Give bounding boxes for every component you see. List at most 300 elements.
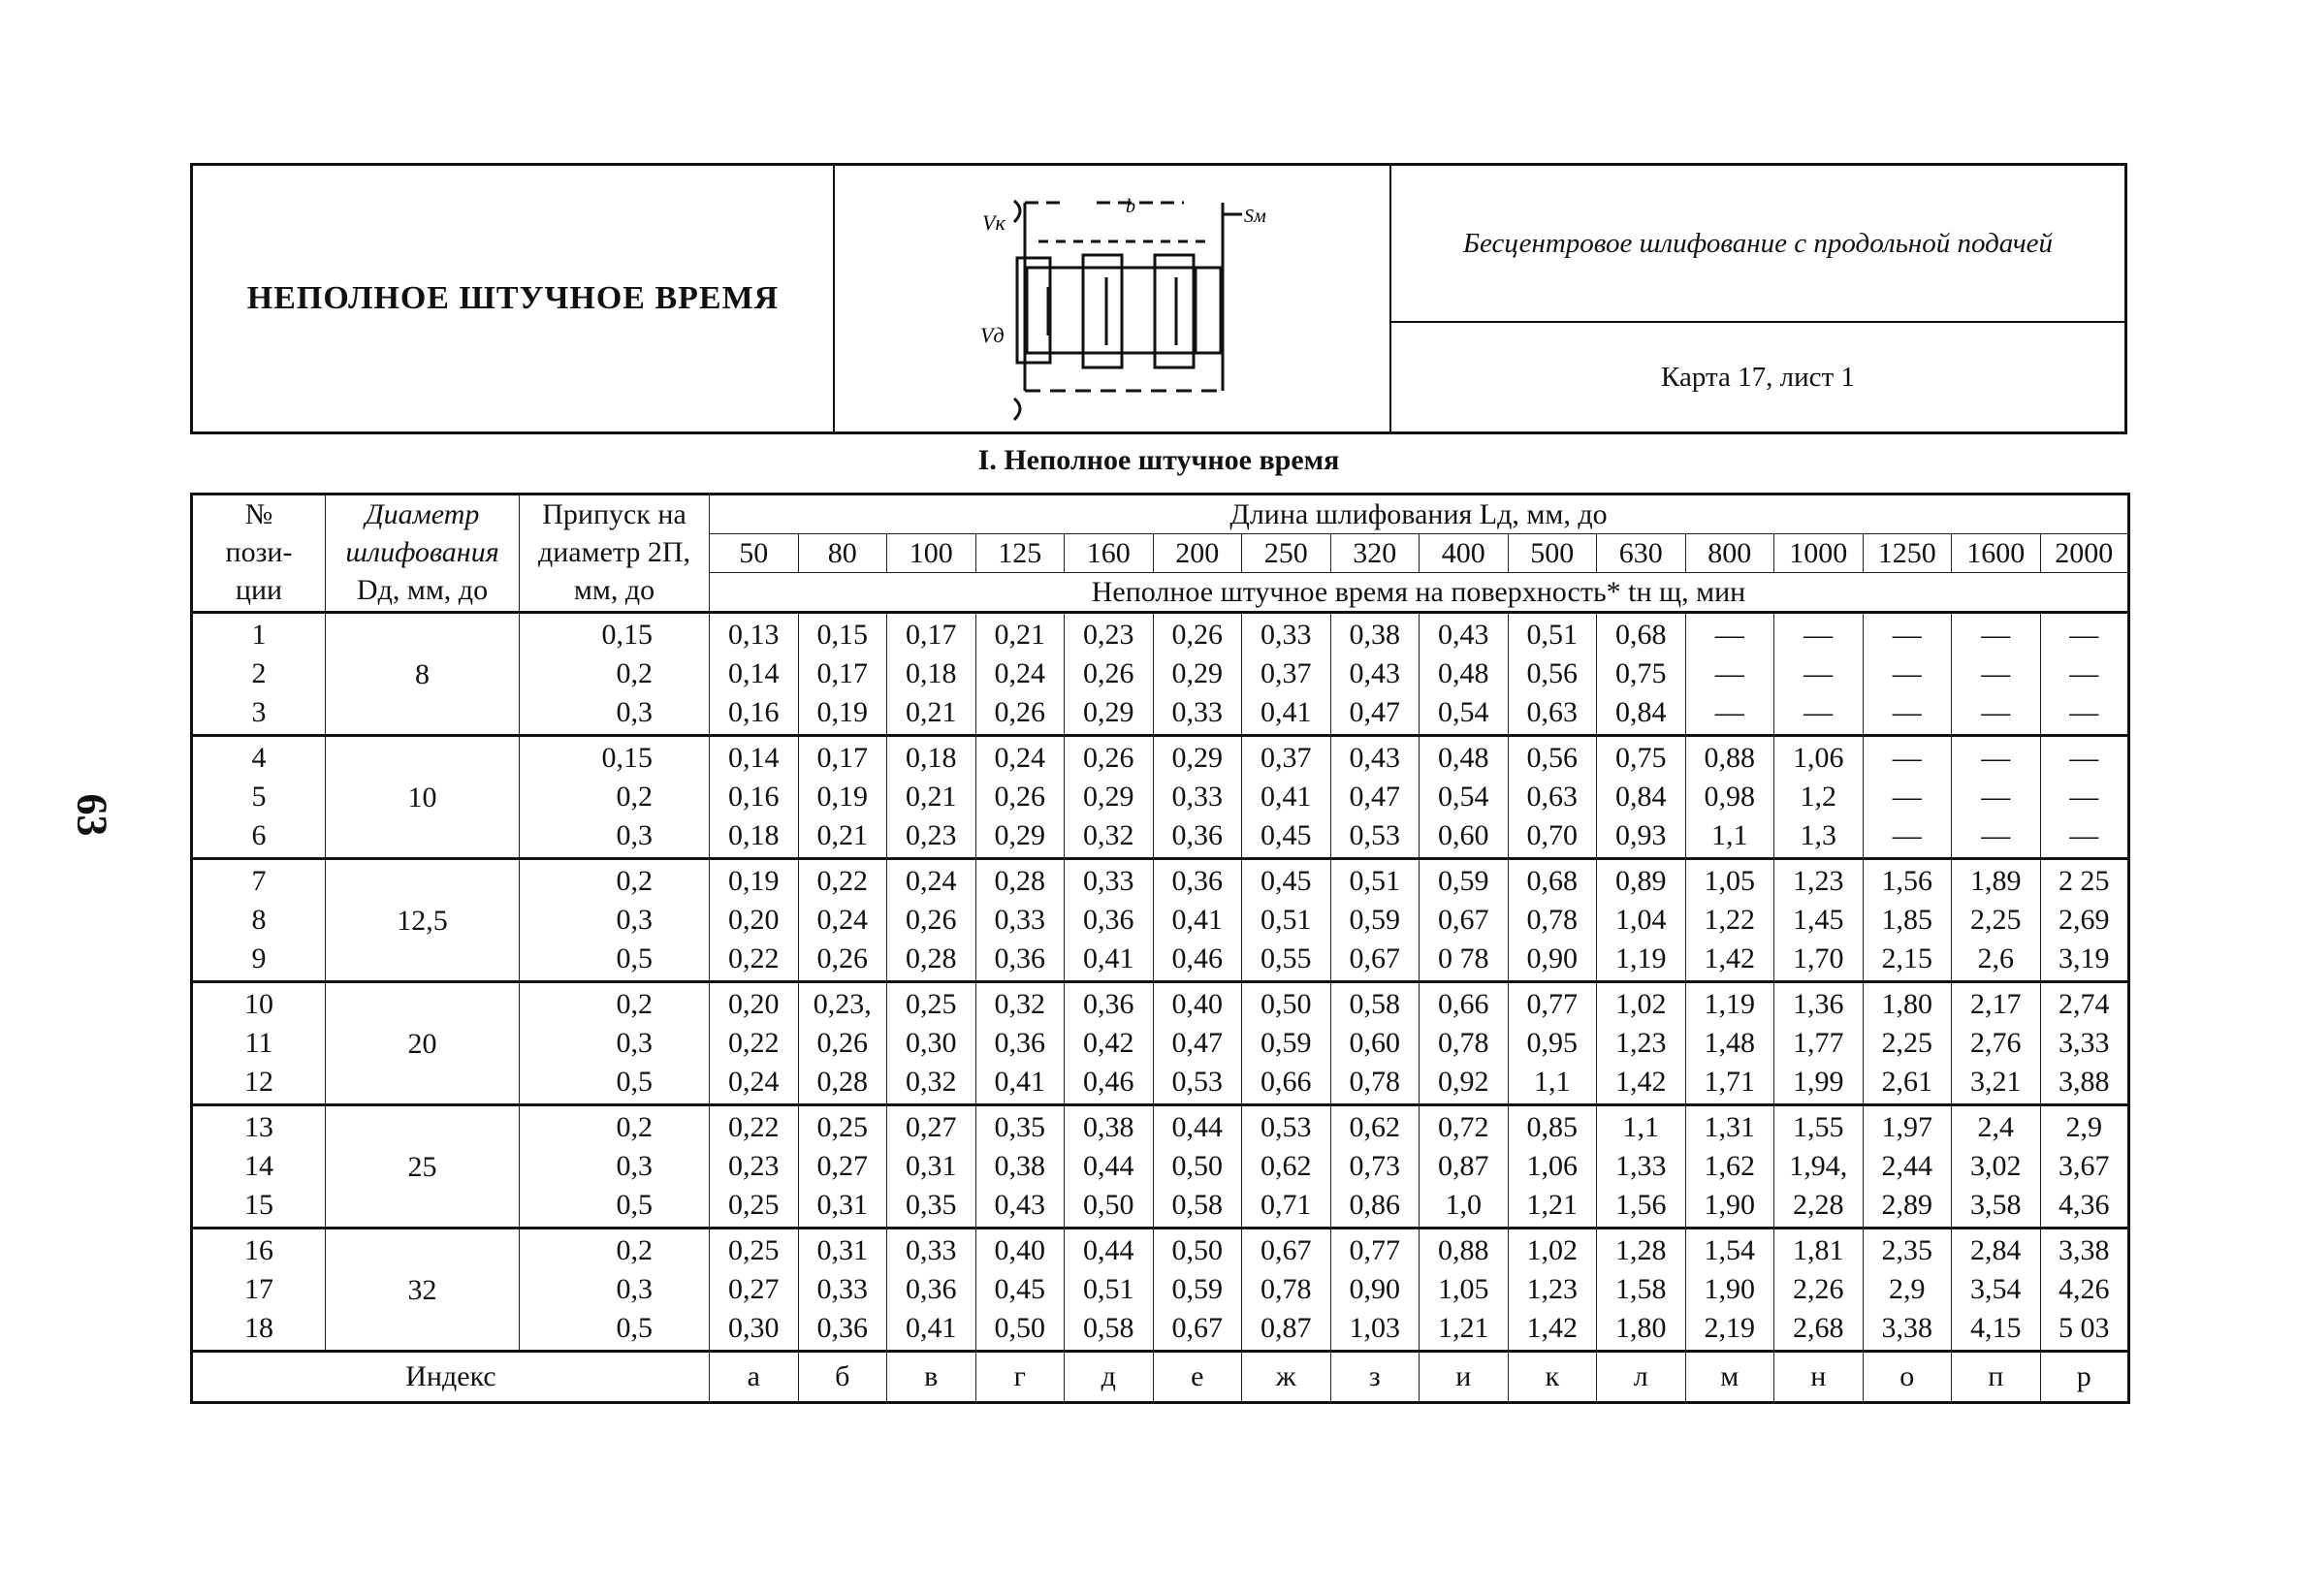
time-value-item: 0,20 (728, 988, 780, 1020)
diameter-header-line: Dд, мм, до (356, 574, 489, 606)
time-value-item: 1,23 (1793, 865, 1844, 897)
vd-label: Vд (980, 323, 1005, 347)
time-value (1242, 982, 1331, 1105)
time-value (2040, 1229, 2129, 1352)
time-value-item: 1,94, (1789, 1150, 1848, 1182)
time-value (1153, 982, 1242, 1105)
time-value-item: 0,48 (1438, 657, 1489, 689)
time-value (1774, 736, 1864, 859)
time-value-item: 0,67 (1171, 1312, 1223, 1344)
time-value-item: 2 25 (2059, 865, 2110, 897)
time-value (710, 982, 799, 1105)
time-value-item: 1,03 (1349, 1312, 1400, 1344)
position-cell-item: 1 (251, 619, 267, 651)
allowance-cell (520, 1229, 710, 1352)
time-value (798, 1105, 887, 1229)
time-value (710, 613, 799, 736)
time-value-item: 1,0 (1445, 1189, 1482, 1221)
time-value-item: — (1803, 657, 1834, 689)
time-value-item: 2,76 (1970, 1027, 2022, 1059)
time-value-item: — (1981, 696, 2011, 728)
time-value-item: 0,17 (816, 657, 868, 689)
time-value-item: 0,41 (1261, 696, 1312, 728)
time-value-item: 0,93 (1615, 819, 1667, 851)
time-value-item: 3,33 (2059, 1027, 2110, 1059)
time-value-item: 0,26 (1171, 619, 1223, 651)
time-value (1863, 982, 1952, 1105)
time-value (1420, 1105, 1509, 1229)
time-value (887, 859, 976, 982)
position-cell-item: 12 (244, 1066, 273, 1098)
time-value (1330, 1105, 1420, 1229)
time-value-item: 0,78 (1526, 904, 1578, 936)
index-letter: б (798, 1352, 887, 1403)
time-value (2040, 1105, 2129, 1229)
time-value-item: 0,90 (1349, 1273, 1400, 1305)
time-value-item: 0,58 (1349, 988, 1400, 1020)
time-value (1330, 1229, 1420, 1352)
time-value-item: 0,45 (1261, 865, 1312, 897)
time-value (1420, 859, 1509, 982)
time-value (887, 1105, 976, 1229)
time-value (887, 982, 976, 1105)
header-title: НЕПОЛНОЕ ШТУЧНОЕ ВРЕМЯ (193, 166, 835, 431)
position-cell (192, 1229, 326, 1352)
allowance-cell-item: 0,5 (616, 1189, 653, 1221)
time-value-item: 1,19 (1704, 988, 1755, 1020)
length-value: 630 (1597, 534, 1686, 573)
time-value-item: 0,29 (1171, 742, 1223, 774)
time-value (710, 736, 799, 859)
time-value-item: — (1803, 696, 1834, 728)
time-value-item: 0,19 (728, 865, 780, 897)
time-value-item: 1,19 (1615, 942, 1667, 974)
time-value-item: 1,71 (1704, 1066, 1755, 1098)
time-value-item: 0,78 (1261, 1273, 1312, 1305)
time-value-item: 0,22 (728, 1111, 780, 1143)
time-value-item: 0,14 (728, 657, 780, 689)
time-value-item: 0,55 (1261, 942, 1312, 974)
index-letter: к (1508, 1352, 1597, 1403)
time-value-item: 0,29 (994, 819, 1045, 851)
time-value-item: 0,36 (994, 1027, 1045, 1059)
time-value-item: 0,18 (906, 742, 957, 774)
time-value (975, 859, 1065, 982)
time-value-item: 0,22 (816, 865, 868, 897)
time-value-item: 0,70 (1526, 819, 1578, 851)
time-value-item: 3,02 (1970, 1150, 2022, 1182)
time-value-item: 0,41 (1083, 942, 1134, 974)
time-value (1508, 859, 1597, 982)
allowance-cell (520, 1105, 710, 1229)
time-value-item: 0,50 (1261, 988, 1312, 1020)
position-cell (192, 859, 326, 982)
allowance-header-line: Припуск на (542, 498, 686, 530)
index-label: Индекс (192, 1352, 710, 1403)
position-header-line: пози- (225, 536, 293, 568)
time-value-item: 1,89 (1970, 865, 2022, 897)
index-letter: з (1330, 1352, 1420, 1403)
time-value (1065, 859, 1154, 982)
time-value-item: 0,26 (816, 942, 868, 974)
time-value-item: 0,23, (813, 988, 872, 1020)
position-cell-item: 10 (244, 988, 273, 1020)
position-cell-item: 14 (244, 1150, 273, 1182)
time-value (1952, 613, 2041, 736)
workpiece-collar-mid1 (1083, 255, 1122, 367)
time-value-item: 0,40 (1171, 988, 1223, 1020)
time-value-item: 0,41 (1171, 904, 1223, 936)
time-value-item: 0,62 (1261, 1150, 1312, 1182)
time-value-item: 0,67 (1261, 1234, 1312, 1266)
table-group-row (192, 1229, 2129, 1352)
diameter-cell: 32 (326, 1229, 520, 1352)
time-value-item: 1,1 (1711, 819, 1748, 851)
diameter-cell: 8 (326, 613, 520, 736)
time-value-item: 1,99 (1793, 1066, 1844, 1098)
time-value-item: — (2069, 742, 2099, 774)
time-value (1685, 982, 1774, 1105)
time-value-item: 0,17 (816, 742, 868, 774)
time-value-item: 1,04 (1615, 904, 1667, 936)
time-value (798, 736, 887, 859)
time-value-item: 0,36 (994, 942, 1045, 974)
allowance-cell-item: 0,15 (601, 742, 653, 774)
time-value-item: 0,18 (906, 657, 957, 689)
time-value-item: 0,72 (1438, 1111, 1489, 1143)
time-value-item: 0,54 (1438, 696, 1489, 728)
time-value-item: 0,45 (994, 1273, 1045, 1305)
time-value (1508, 736, 1597, 859)
time-value-item: 0,43 (1438, 619, 1489, 651)
time-value-item: — (1892, 742, 1922, 774)
time-value-item: 1,23 (1526, 1273, 1578, 1305)
time-value-item: — (1981, 819, 2011, 851)
allowance-cell-item: 0,5 (616, 1066, 653, 1098)
time-value-item: 2,68 (1793, 1312, 1844, 1344)
time-value (887, 736, 976, 859)
time-value (1597, 1229, 1686, 1352)
index-letter: н (1774, 1352, 1864, 1403)
time-value-item: 0,67 (1438, 904, 1489, 936)
time-value-item: 0,28 (906, 942, 957, 974)
position-cell-item: 3 (251, 696, 267, 728)
time-value (1508, 1229, 1597, 1352)
time-value-item: 0,24 (994, 657, 1045, 689)
time-value-item: 0,16 (728, 781, 780, 813)
index-letter: р (2040, 1352, 2129, 1403)
time-value (1597, 982, 1686, 1105)
time-value-item: 1,42 (1704, 942, 1755, 974)
time-value-item: 0,21 (906, 696, 957, 728)
time-value-item: 0,78 (1349, 1066, 1400, 1098)
time-value (887, 613, 976, 736)
time-value (975, 736, 1065, 859)
time-value-item: 1,80 (1881, 988, 1932, 1020)
time-value (2040, 613, 2129, 736)
table-group-row (192, 736, 2129, 859)
time-value (1242, 1229, 1331, 1352)
position-cell-item: 18 (244, 1312, 273, 1344)
length-value: 50 (710, 534, 799, 573)
position-cell-item: 8 (251, 904, 267, 936)
time-value-item: 0,36 (906, 1273, 957, 1305)
time-value-item: 0,17 (906, 619, 957, 651)
time-value-item: 3,58 (1970, 1189, 2022, 1221)
time-value (1952, 1229, 2041, 1352)
time-value (1952, 859, 2041, 982)
time-value-item: 0,68 (1615, 619, 1667, 651)
diameter-cell: 10 (326, 736, 520, 859)
card-number: Карта 17, лист 1 (1661, 361, 1855, 393)
time-value-item: 1,05 (1438, 1273, 1489, 1305)
position-cell-item: 17 (244, 1273, 273, 1305)
time-value (798, 982, 887, 1105)
time-value-item: 3,54 (1970, 1273, 2022, 1305)
time-value-item: 1,56 (1615, 1189, 1667, 1221)
workpiece-body (1027, 268, 1221, 353)
time-value-item: — (1981, 781, 2011, 813)
time-value (1685, 613, 1774, 736)
time-value-item: 2,17 (1970, 988, 2022, 1020)
time-value (887, 1229, 976, 1352)
time-value-item: 0,24 (728, 1066, 780, 1098)
time-value-item: 0,46 (1171, 942, 1223, 974)
card-header (190, 163, 2127, 434)
time-value-item: 3,88 (2059, 1066, 2110, 1098)
workpiece-collar-left (1017, 258, 1050, 363)
time-value-item: 0,25 (728, 1234, 780, 1266)
time-value-item: 0,41 (906, 1312, 957, 1344)
section-title: I. Неполное штучное время (977, 444, 1340, 476)
length-header: Длина шлифования Lд, мм, до (710, 495, 2129, 534)
position-cell (192, 736, 326, 859)
time-value-item: 1,70 (1793, 942, 1844, 974)
time-value-item: 0,36 (1171, 865, 1223, 897)
time-value (1952, 1105, 2041, 1229)
time-value-item: 0,47 (1171, 1027, 1223, 1059)
vk-label: Vк (982, 210, 1005, 235)
time-value-item: 0,33 (906, 1234, 957, 1266)
time-value-item: — (1981, 619, 2011, 651)
time-value (975, 1105, 1065, 1229)
index-letter: ж (1242, 1352, 1331, 1403)
position-cell (192, 1105, 326, 1229)
time-value-item: 0,43 (1349, 742, 1400, 774)
index-letter: п (1952, 1352, 2041, 1403)
table-group-row (192, 859, 2129, 982)
time-value (2040, 736, 2129, 859)
time-value-item: 0 78 (1438, 942, 1489, 974)
time-value-item: 2,44 (1881, 1150, 1932, 1182)
time-value-item: 0,53 (1171, 1066, 1223, 1098)
time-value-item: 5 03 (2059, 1312, 2110, 1344)
time-value-item: 0,30 (906, 1027, 957, 1059)
time-value-item: 1,06 (1526, 1150, 1578, 1182)
time-value (1597, 613, 1686, 736)
time-value (975, 613, 1065, 736)
time-value (1153, 613, 1242, 736)
length-value: 1000 (1774, 534, 1864, 573)
time-value-item: — (1892, 781, 1922, 813)
time-value-item: 0,71 (1261, 1189, 1312, 1221)
time-value-item: 1,21 (1526, 1189, 1578, 1221)
time-value-item: 2,19 (1704, 1312, 1755, 1344)
time-value (1065, 982, 1154, 1105)
time-value-item: 0,53 (1349, 819, 1400, 851)
time-value-item: — (1714, 696, 1744, 728)
time-value-item: 0,75 (1615, 742, 1667, 774)
time-value-item: 0,38 (1083, 1111, 1134, 1143)
position-cell (192, 982, 326, 1105)
time-value-item: 2,89 (1881, 1189, 1932, 1221)
time-value (1330, 736, 1420, 859)
time-value-item: 1,28 (1615, 1234, 1667, 1266)
time-value (1685, 1229, 1774, 1352)
time-value (1774, 859, 1864, 982)
allowance-cell-item: 0,3 (616, 1150, 653, 1182)
time-value (710, 1105, 799, 1229)
index-letter: о (1863, 1352, 1952, 1403)
time-value (1065, 1229, 1154, 1352)
time-value-item: 0,56 (1526, 657, 1578, 689)
time-value-item: 0,77 (1526, 988, 1578, 1020)
time-header: Неполное штучное время на поверхность* tн щ, мин (710, 573, 2129, 613)
time-value-item: 0,26 (994, 696, 1045, 728)
time-value-item: 2,26 (1793, 1273, 1844, 1305)
time-value-item: 0,50 (1083, 1189, 1134, 1221)
position-header-line: № (244, 498, 273, 530)
time-value-item: 0,31 (816, 1189, 868, 1221)
time-value (1242, 736, 1331, 859)
allowance-cell-item: 0,3 (616, 1027, 653, 1059)
time-value-item: 0,41 (994, 1066, 1045, 1098)
sm-label: Sм (1244, 206, 1266, 227)
time-value-item: 0,73 (1349, 1150, 1400, 1182)
time-value-item: 0,86 (1349, 1189, 1400, 1221)
time-value-item: 0,89 (1615, 865, 1667, 897)
time-value (1774, 1229, 1864, 1352)
process-name: Бесцентровое шлифование с продольной подачей (1391, 166, 2124, 323)
time-value-item: 2,84 (1970, 1234, 2022, 1266)
allowance-cell (520, 736, 710, 859)
diameter-header-line: Диаметр (365, 498, 480, 530)
time-value-item: 0,68 (1526, 865, 1578, 897)
time-value-item: 0,90 (1526, 942, 1578, 974)
table-group-row (192, 982, 2129, 1105)
time-value-item: 0,19 (816, 781, 868, 813)
time-value-item: 0,87 (1261, 1312, 1312, 1344)
time-value (1597, 736, 1686, 859)
table-group-row (192, 613, 2129, 736)
time-value-item: 0,24 (994, 742, 1045, 774)
time-value-item: 1,05 (1704, 865, 1755, 897)
length-value: 400 (1420, 534, 1509, 573)
time-value-item: 0,40 (994, 1234, 1045, 1266)
time-value-item: 0,26 (1083, 657, 1134, 689)
b-label: b (1126, 196, 1135, 217)
time-value (1863, 1229, 1952, 1352)
time-value-item: 0,35 (906, 1189, 957, 1221)
time-value-item: 0,41 (1261, 781, 1312, 813)
workpiece-collar-mid2 (1155, 255, 1194, 367)
time-value-item: 0,13 (728, 619, 780, 651)
time-value (1863, 736, 1952, 859)
time-value-item: 1,55 (1793, 1111, 1844, 1143)
time-value-item: 0,24 (906, 865, 957, 897)
time-value-item: 0,50 (994, 1312, 1045, 1344)
time-value-item: — (1892, 819, 1922, 851)
position-cell-item: 11 (244, 1027, 273, 1059)
time-value-item: 0,33 (1171, 696, 1223, 728)
time-value (1420, 613, 1509, 736)
time-value-item: 0,98 (1704, 781, 1755, 813)
time-value-item: 0,38 (1349, 619, 1400, 651)
time-value-item: 2,6 (1977, 942, 2014, 974)
time-value-item: 0,36 (816, 1312, 868, 1344)
time-value-item: 1,56 (1881, 865, 1932, 897)
time-value-item: 3,21 (1970, 1066, 2022, 1098)
time-value-item: 3,38 (1881, 1312, 1932, 1344)
time-value-item: 0,23 (906, 819, 957, 851)
time-value-item: 0,38 (994, 1150, 1045, 1182)
time-value-item: 1,48 (1704, 1027, 1755, 1059)
allowance-cell (520, 613, 710, 736)
time-value-item: 0,33 (1171, 781, 1223, 813)
time-value-item: — (2069, 781, 2099, 813)
length-value: 250 (1242, 534, 1331, 573)
time-value-item: 0,88 (1438, 1234, 1489, 1266)
time-value (1863, 859, 1952, 982)
time-value-item: 0,28 (816, 1066, 868, 1098)
time-value-item: 2,35 (1881, 1234, 1932, 1266)
time-value (798, 613, 887, 736)
time-value-item: 1,45 (1793, 904, 1844, 936)
time-value-item: 1,90 (1704, 1189, 1755, 1221)
time-value-item: 2,69 (2059, 904, 2110, 936)
time-value-item: 0,25 (816, 1111, 868, 1143)
time-value-item: 0,62 (1349, 1111, 1400, 1143)
time-value-item: 1,62 (1704, 1150, 1755, 1182)
time-value-item: 1,31 (1704, 1111, 1755, 1143)
time-value-item: 0,33 (1261, 619, 1312, 651)
time-value-item: 0,32 (906, 1066, 957, 1098)
allowance-cell-item: 0,2 (616, 657, 653, 689)
table-group-row (192, 1105, 2129, 1229)
time-value-item: 0,22 (728, 1027, 780, 1059)
time-value (1242, 613, 1331, 736)
time-value-item: 0,51 (1526, 619, 1578, 651)
time-value-item: 0,56 (1526, 742, 1578, 774)
index-letter: е (1153, 1352, 1242, 1403)
time-value-item: 0,29 (1171, 657, 1223, 689)
time-value (1952, 982, 2041, 1105)
time-value-item: 3,38 (2059, 1234, 2110, 1266)
workpiece-end (1196, 268, 1223, 353)
time-value-item: 0,23 (728, 1150, 780, 1182)
time-value-item: 0,60 (1349, 1027, 1400, 1059)
time-value-item: — (1892, 696, 1922, 728)
time-value-item: 0,43 (994, 1189, 1045, 1221)
time-value-item: 0,32 (994, 988, 1045, 1020)
index-letter: а (710, 1352, 799, 1403)
time-value (1153, 1105, 1242, 1229)
allowance-cell-item: 0,3 (616, 904, 653, 936)
time-value (1420, 1229, 1509, 1352)
time-value-item: 0,46 (1083, 1066, 1134, 1098)
length-value: 1600 (1952, 534, 2041, 573)
time-value-item: — (1714, 619, 1744, 651)
